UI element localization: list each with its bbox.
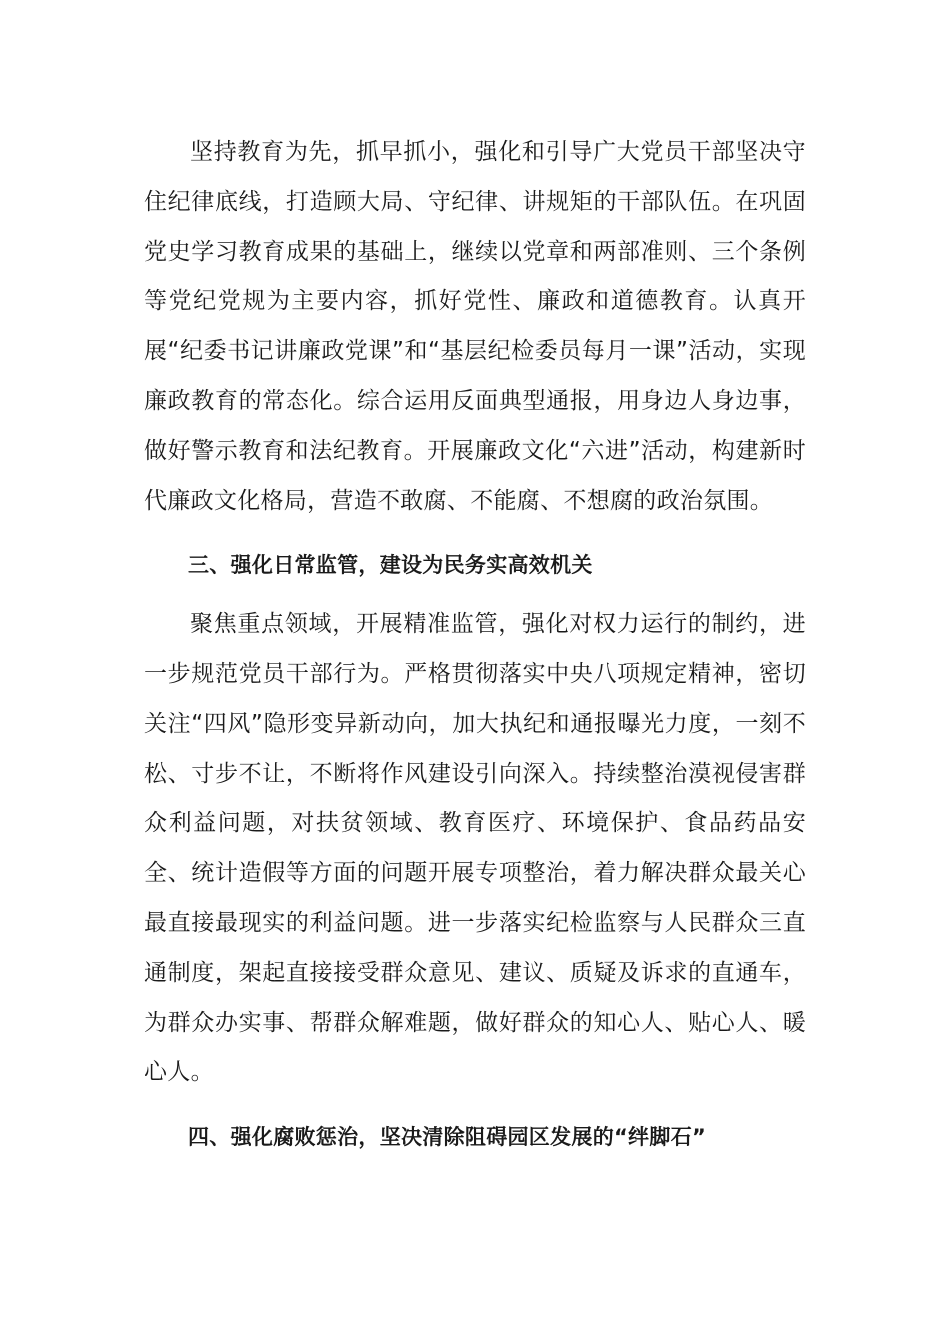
document-page (144, 128, 806, 1163)
body-paragraph: 聚焦重点领域，开展精准监管，强化对权力运行的制约，进一步规范党员干部行为。严格贯彻落实中央八项规定精神，密切关注“四风”隐形变异新动向，加大执纪和通报曝光力度，一刻不松、寸步不让，不断将作风建设引向深入。持续整治漠视侵害群众利益问题，对扶贫领域、教育医疗、环境保护、食品药品安全、统计造假等方面的问题开展专项整治，着力解决群众最关心最直接最现实的利益问题。进一步落实纪检监察与人民群众三直通制度，架起直接接受群众意见、建议、质疑及诉求的直通车，为群众办实事、帮群众解难题，做好群众的知心人、贴心人、暖心人。 (144, 611, 806, 1086)
body-paragraph: 坚持教育为先，抓早抓小，强化和引导广大党员干部坚决守住纪律底线，打造顾大局、守纪律、讲规矩的干部队伍。在巩固党史学习教育成果的基础上，继续以党章和两部准则、三个条例等党纪党规为主要内容，抓好党性、廉政和道德教育。认真开展“纪委书记讲廉政党课”和“基层纪检委员每月一课”活动，实现廉政教育的常态化。综合运用反面典型通报，用身边人身边事，做好警示教育和法纪教育。开展廉政文化“六进”活动，构建新时代廉政文化格局，营造不敢腐、不能腐、不想腐的政治氛围。 (144, 139, 806, 514)
section-heading: 三、强化日常监管，建设为民务实高效机关 (188, 553, 593, 578)
section-heading: 四、强化腐败惩治，坚决清除阻碍园区发展的“绊脚石” (188, 1125, 707, 1150)
